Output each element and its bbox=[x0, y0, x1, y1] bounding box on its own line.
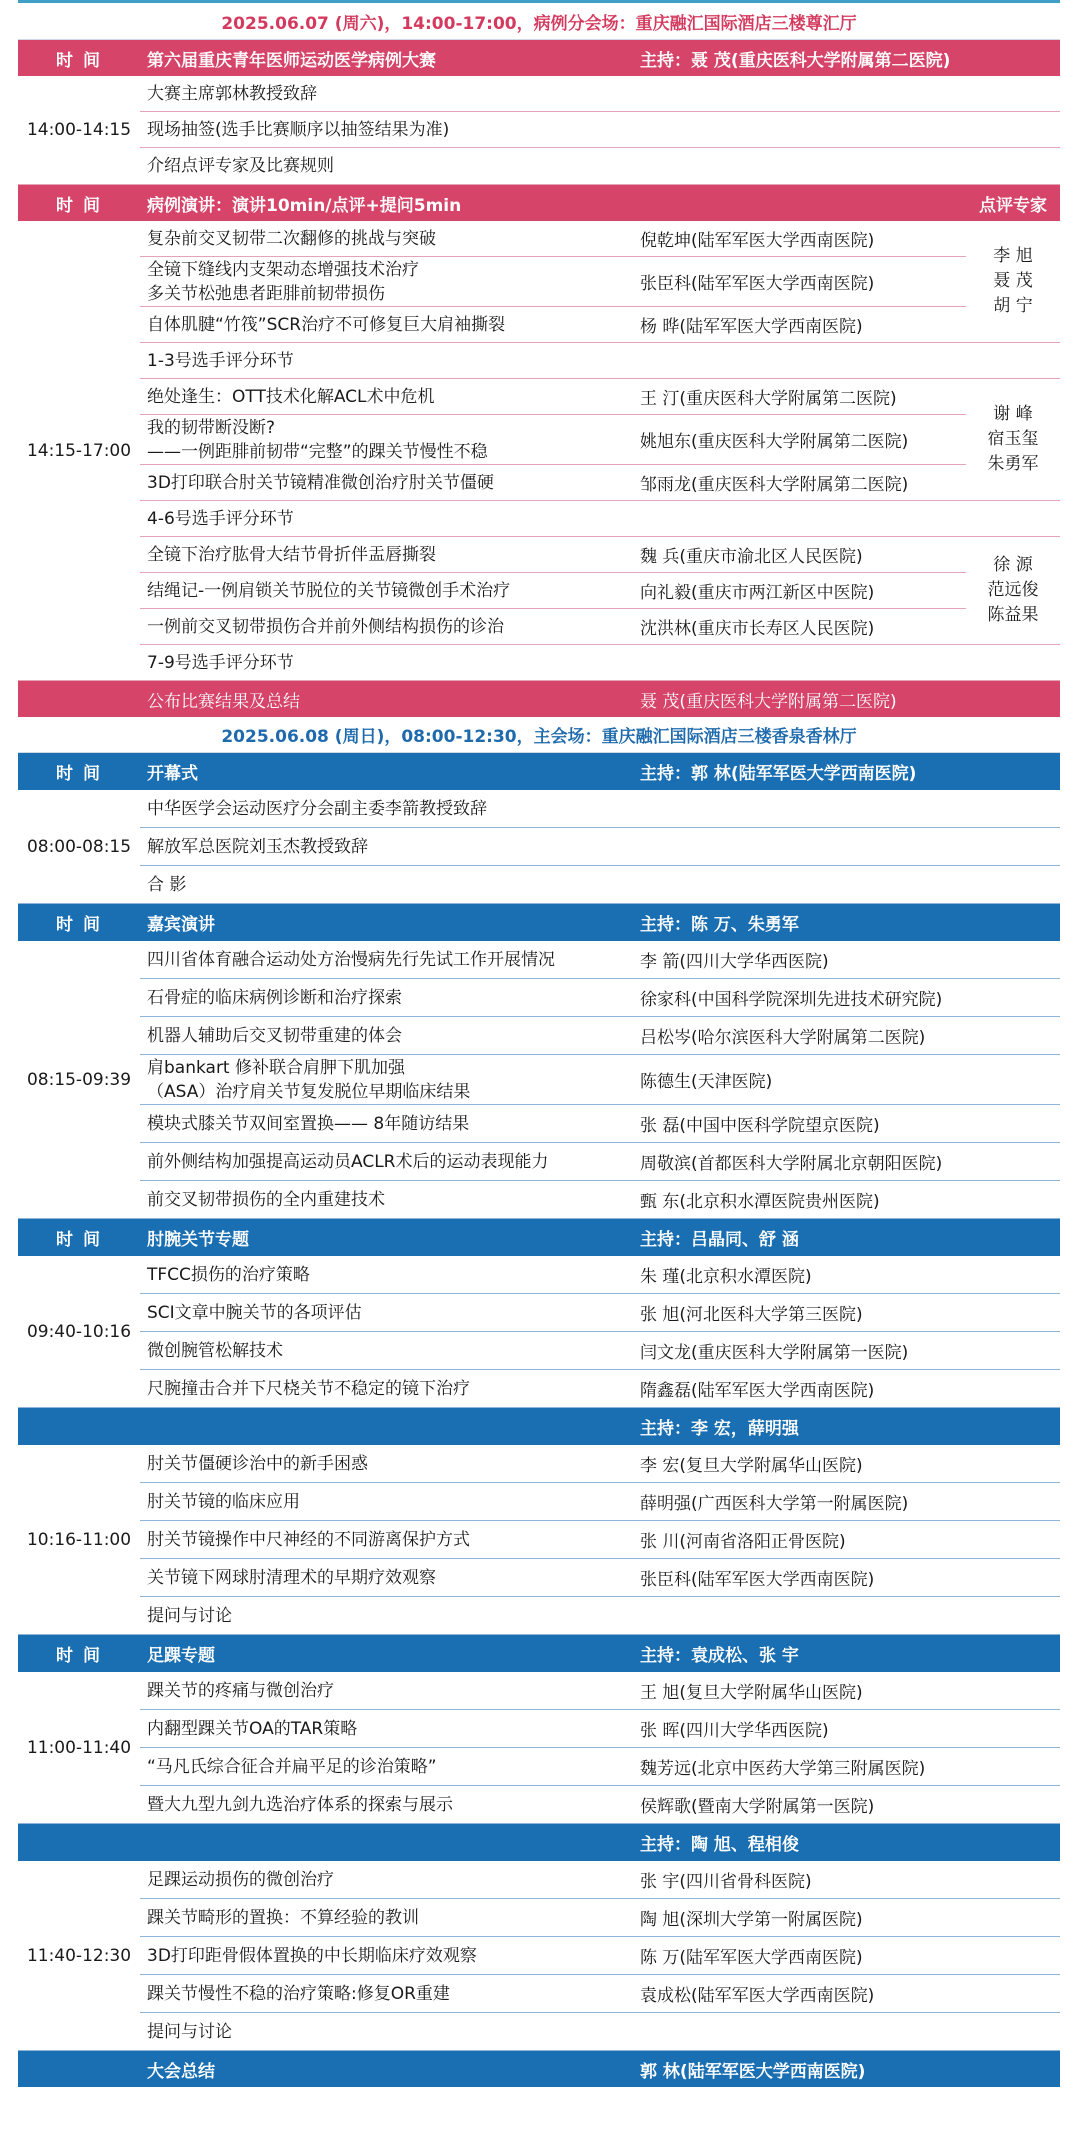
talk-title-line: 提问与讨论 bbox=[147, 1605, 232, 1626]
speaker: 闫文龙(重庆医科大学附属第一医院) bbox=[640, 1343, 909, 1363]
talk-title bbox=[140, 1294, 633, 1331]
list-item bbox=[140, 465, 1060, 501]
talk-title bbox=[140, 1786, 633, 1823]
closing-title: 大会总结 bbox=[147, 2061, 215, 2082]
judge-name: 徐 源 bbox=[993, 555, 1033, 575]
list-item bbox=[140, 221, 1060, 257]
talk-title bbox=[140, 573, 633, 608]
talk-title-line: “马凡氏综合征合并扁平足的诊治策略” bbox=[147, 1756, 437, 1777]
talk-title bbox=[140, 1017, 633, 1054]
list-item bbox=[140, 343, 1060, 379]
list-item bbox=[140, 1521, 1060, 1559]
speaker bbox=[633, 343, 966, 378]
list-item bbox=[140, 1370, 1060, 1408]
header-session-title: 开幕式 bbox=[147, 764, 198, 784]
header-session-title bbox=[140, 1824, 633, 1861]
header-session-title: 病例演讲：演讲10min/点评+提问5min bbox=[147, 195, 462, 216]
judges-group bbox=[966, 221, 1060, 342]
list-item bbox=[140, 866, 1060, 904]
speaker: 邹雨龙(重庆医科大学附属第二医院) bbox=[640, 475, 909, 495]
list-item: 介绍点评专家及比赛规则 bbox=[140, 148, 1060, 185]
judge-name: 李 旭 bbox=[993, 246, 1033, 266]
speaker: 薛明强(广西医科大学第一附属医院) bbox=[640, 1494, 909, 1514]
header-host: 主持：袁成松、张 宇 bbox=[640, 1646, 799, 1666]
talk-title bbox=[140, 866, 633, 903]
speaker: 杨 晔(陆军军医大学西南医院) bbox=[640, 317, 863, 337]
speaker bbox=[633, 501, 966, 536]
talk-title-line: 关节镜下网球肘清理术的早期疗效观察 bbox=[147, 1567, 436, 1588]
list-item bbox=[140, 1483, 1060, 1521]
talk-title bbox=[140, 1861, 633, 1898]
talk-title-line: 结绳记-一例肩锁关节脱位的关节镜微创手术治疗 bbox=[147, 580, 511, 601]
header-time-label: 时 间 bbox=[56, 1646, 102, 1666]
talk-title bbox=[140, 537, 633, 572]
talk-title-line: 中华医学会运动医疗分会副主委李箭教授致辞 bbox=[147, 798, 487, 819]
speaker: 吕松岑(哈尔滨医科大学附属第二医院) bbox=[640, 1028, 926, 1048]
list-item bbox=[140, 1256, 1060, 1294]
talk-title-line: 4-6号选手评分环节 bbox=[147, 508, 294, 529]
list-item bbox=[140, 573, 1060, 609]
talk-title-line: 提问与讨论 bbox=[147, 2021, 232, 2042]
talk-title bbox=[140, 790, 633, 827]
talk-title-line: 前外侧结构加强提高运动员ACLR术后的运动表现能力 bbox=[147, 1151, 549, 1172]
talk-title bbox=[140, 1975, 633, 2012]
talk-title bbox=[140, 1521, 633, 1558]
speaker: 张 川(河南省洛阳正骨医院) bbox=[640, 1532, 846, 1552]
judge-name: 朱勇军 bbox=[987, 454, 1039, 474]
speaker bbox=[633, 828, 1060, 865]
list-item: 现场抽签(选手比赛顺序以抽签结果为准) bbox=[140, 112, 1060, 148]
list-item bbox=[140, 501, 1060, 537]
talk-title-line: 踝关节慢性不稳的治疗策略:修复OR重建 bbox=[147, 1983, 450, 2004]
talk-title-line: 3D打印距骨假体置换的中长期临床疗效观察 bbox=[147, 1945, 477, 1966]
header-host: 主持：吕晶同、舒 涵 bbox=[640, 1230, 799, 1250]
list-item bbox=[140, 1710, 1060, 1748]
talk-title-line: 模块式膝关节双间室置换—— 8年随访结果 bbox=[147, 1113, 470, 1134]
speaker: 周敬滨(首都医科大学附属北京朝阳医院) bbox=[640, 1154, 943, 1174]
time-slot: 10:16-11:00 bbox=[18, 1445, 140, 1635]
talk-title bbox=[140, 1748, 633, 1785]
list-item bbox=[140, 1181, 1060, 1219]
session-section bbox=[18, 1445, 1060, 1635]
day2-date-row bbox=[18, 717, 1060, 753]
judges-group bbox=[966, 379, 1060, 500]
talk-title-line: 自体肌腱“竹筏”SCR治疗不可修复巨大肩袖撕裂 bbox=[147, 314, 506, 335]
talk-title-line: 7-9号选手评分环节 bbox=[147, 652, 294, 673]
list-item bbox=[140, 1975, 1060, 2013]
talk-title-line: SCI文章中腕关节的各项评估 bbox=[147, 1302, 362, 1323]
talk-title bbox=[140, 1105, 633, 1142]
talk-title bbox=[140, 379, 633, 414]
speaker: 张 宇(四川省骨科医院) bbox=[640, 1872, 812, 1892]
speaker: 沈洪林(重庆市长寿区人民医院) bbox=[640, 619, 875, 639]
header-time-label: 时 间 bbox=[56, 764, 102, 784]
time-slot: 08:15-09:39 bbox=[18, 941, 140, 1219]
day1-date-line: 2025.06.07 (周六)，14:00-17:00，病例分会场：重庆融汇国际酒店三楼尊汇厅 bbox=[18, 3, 1060, 40]
talk-title-line: （ASA）治疗肩关节复发脱位早期临床结果 bbox=[147, 1081, 471, 1102]
speaker: 姚旭东(重庆医科大学附属第二医院) bbox=[640, 432, 909, 452]
speaker: 魏 兵(重庆市渝北区人民医院) bbox=[640, 547, 863, 567]
talk-title-line: 1-3号选手评分环节 bbox=[147, 350, 294, 371]
talk-title bbox=[140, 221, 633, 256]
speaker: 向礼毅(重庆市两江新区中医院) bbox=[640, 583, 875, 603]
list-item bbox=[140, 1294, 1060, 1332]
talk-title bbox=[140, 1370, 633, 1407]
list-item bbox=[140, 1143, 1060, 1181]
talk-title-line: 合 影 bbox=[147, 874, 187, 895]
list-item bbox=[140, 1748, 1060, 1786]
header-judges-label: 点评专家 bbox=[979, 195, 1047, 216]
day1-opening-section bbox=[18, 76, 1060, 185]
talk-title bbox=[140, 257, 633, 306]
list-item bbox=[140, 2013, 1060, 2051]
session-header bbox=[18, 753, 1060, 790]
talk-title-line: 足踝运动损伤的微创治疗 bbox=[147, 1869, 334, 1890]
speaker: 甄 东(北京积水潭医院贵州医院) bbox=[640, 1192, 880, 1212]
talk-title bbox=[140, 1710, 633, 1747]
header-host: 主持：陈 万、朱勇军 bbox=[640, 915, 799, 935]
talk-title bbox=[140, 1181, 633, 1218]
talk-title-line: TFCC损伤的治疗策略 bbox=[147, 1264, 310, 1285]
session-header bbox=[18, 1635, 1060, 1672]
session-section bbox=[18, 1672, 1060, 1824]
talk-title bbox=[140, 307, 633, 342]
closing-title: 公布比赛结果及总结 bbox=[147, 691, 300, 712]
closing-speaker: 郭 林(陆军军医大学西南医院) bbox=[640, 2061, 866, 2082]
list-item bbox=[140, 1055, 1060, 1105]
speaker bbox=[633, 2013, 1060, 2050]
list-item bbox=[140, 415, 1060, 465]
header-session-title: 嘉宾演讲 bbox=[147, 915, 215, 935]
speaker: 朱 瑾(北京积水潭医院) bbox=[640, 1267, 812, 1287]
speaker: 张 旭(河北医科大学第三医院) bbox=[640, 1305, 863, 1325]
session-section bbox=[18, 1256, 1060, 1408]
day1-closing-row bbox=[18, 681, 1060, 717]
talk-title-line: ——一例距腓前韧带“完整”的踝关节慢性不稳 bbox=[147, 441, 488, 462]
header-host: 主持：陶 旭、程相俊 bbox=[640, 1835, 799, 1855]
speaker: 魏芳远(北京中医药大学第三附属医院) bbox=[640, 1759, 926, 1779]
header-host: 主持：李 宏，薛明强 bbox=[640, 1419, 799, 1439]
talk-title-line: 尺腕撞击合并下尺桡关节不稳定的镜下治疗 bbox=[147, 1378, 470, 1399]
talk-title bbox=[140, 1559, 633, 1596]
speaker: 张 晖(四川大学华西医院) bbox=[640, 1721, 829, 1741]
talk-title-line: 肘关节镜操作中尺神经的不同游离保护方式 bbox=[147, 1529, 470, 1550]
session-section bbox=[18, 1861, 1060, 2051]
header-time-label: 时 间 bbox=[56, 50, 102, 71]
day1-date-row bbox=[18, 3, 1060, 40]
talk-title bbox=[140, 501, 633, 536]
talk-title-line: 肘关节镜的临床应用 bbox=[147, 1491, 300, 1512]
judge-name: 宿玉玺 bbox=[987, 429, 1039, 449]
speaker: 李 箭(四川大学华西医院) bbox=[640, 952, 829, 972]
talk-title bbox=[140, 645, 633, 680]
time-slot: 11:00-11:40 bbox=[18, 1672, 140, 1824]
speaker: 王 汀(重庆医科大学附属第二医院) bbox=[640, 389, 897, 409]
closing-speaker: 聂 茂(重庆医科大学附属第二医院) bbox=[640, 691, 897, 712]
session-header bbox=[18, 1408, 1060, 1445]
talk-title bbox=[140, 941, 633, 978]
talk-title-line: 全镜下治疗肱骨大结节骨折伴盂唇撕裂 bbox=[147, 544, 436, 565]
talk-title bbox=[140, 415, 633, 464]
list-item bbox=[140, 1105, 1060, 1143]
judge-name: 胡 宁 bbox=[993, 296, 1033, 316]
speaker: 隋鑫磊(陆军军医大学西南医院) bbox=[640, 1381, 875, 1401]
schedule-table bbox=[18, 3, 1060, 2087]
time-slot: 08:00-08:15 bbox=[18, 790, 140, 904]
talk-title-line: 肩bankart 修补联合肩胛下肌加强 bbox=[147, 1057, 406, 1078]
speaker: 徐家科(中国科学院深圳先进技术研究院) bbox=[640, 990, 943, 1010]
talk-title-line: 内翻型踝关节OA的TAR策略 bbox=[147, 1718, 358, 1739]
session-header bbox=[18, 1219, 1060, 1256]
list-item: 大赛主席郭林教授致辞 bbox=[140, 76, 1060, 112]
session-header bbox=[18, 1824, 1060, 1861]
list-item bbox=[140, 257, 1060, 307]
talk-title-line: 暨大九型九剑九选治疗体系的探索与展示 bbox=[147, 1794, 453, 1815]
list-item bbox=[140, 537, 1060, 573]
speaker: 张 磊(中国中医科学院望京医院) bbox=[640, 1116, 880, 1136]
header-host: 主持：郭 林(陆军军医大学西南医院) bbox=[640, 764, 917, 784]
talk-title-line: 石骨症的临床病例诊断和治疗探索 bbox=[147, 987, 402, 1008]
time-slot: 09:40-10:16 bbox=[18, 1256, 140, 1408]
speaker bbox=[633, 790, 1060, 827]
session-header bbox=[18, 904, 1060, 941]
talk-title bbox=[140, 1937, 633, 1974]
list-item bbox=[140, 1937, 1060, 1975]
header-session-title: 足踝专题 bbox=[147, 1646, 215, 1666]
speaker: 倪乾坤(陆军军医大学西南医院) bbox=[640, 231, 875, 251]
header-time-label: 时 间 bbox=[56, 195, 102, 216]
speaker: 张臣科(陆军军医大学西南医院) bbox=[640, 274, 875, 294]
talk-title bbox=[140, 1445, 633, 1482]
speaker: 王 旭(复旦大学附属华山医院) bbox=[640, 1683, 863, 1703]
list-item bbox=[140, 790, 1060, 828]
talk-title-line: 3D打印联合肘关节镜精准微创治疗肘关节僵硬 bbox=[147, 472, 494, 493]
talk-title bbox=[140, 465, 633, 500]
talk-title bbox=[140, 343, 633, 378]
header-session-title bbox=[140, 1408, 633, 1445]
header-session-title: 第六届重庆青年医师运动医学病例大赛 bbox=[147, 50, 436, 71]
talk-title bbox=[140, 1055, 633, 1104]
talk-title bbox=[140, 1332, 633, 1369]
header-time-label bbox=[18, 1824, 140, 1861]
talk-title bbox=[140, 2013, 633, 2050]
list-item bbox=[140, 1017, 1060, 1055]
list-item bbox=[140, 1445, 1060, 1483]
talk-title bbox=[140, 1483, 633, 1520]
talk-title bbox=[140, 1143, 633, 1180]
talk-title bbox=[140, 1597, 633, 1634]
list-item bbox=[140, 979, 1060, 1017]
talk-title-line: 微创腕管松解技术 bbox=[147, 1340, 283, 1361]
talk-title-line: 前交叉韧带损伤的全内重建技术 bbox=[147, 1189, 385, 1210]
list-item bbox=[140, 609, 1060, 645]
judge-name: 谢 峰 bbox=[993, 404, 1033, 424]
speaker bbox=[633, 866, 1060, 903]
list-item bbox=[140, 828, 1060, 866]
session-section bbox=[18, 941, 1060, 1219]
list-item bbox=[140, 1597, 1060, 1635]
speaker: 侯辉歌(暨南大学附属第一医院) bbox=[640, 1797, 875, 1817]
time-slot: 14:00-14:15 bbox=[18, 76, 140, 185]
talk-title-line: 机器人辅助后交叉韧带重建的体会 bbox=[147, 1025, 402, 1046]
list-item bbox=[140, 1861, 1060, 1899]
talk-title-line: 肘关节僵硬诊治中的新手困惑 bbox=[147, 1453, 368, 1474]
list-item bbox=[140, 645, 1060, 681]
list-item bbox=[140, 307, 1060, 343]
header-session-title: 肘腕关节专题 bbox=[147, 1230, 249, 1250]
talk-title-line: 四川省体育融合运动处方治慢病先行先试工作开展情况 bbox=[147, 949, 555, 970]
talk-title bbox=[140, 1672, 633, 1709]
header-host: 主持：聂 茂(重庆医科大学附属第二医院) bbox=[640, 50, 951, 71]
header-time-label: 时 间 bbox=[56, 1230, 102, 1250]
talk-title-line: 全镜下缝线内支架动态增强技术治疗 bbox=[147, 259, 419, 280]
talk-title bbox=[140, 828, 633, 865]
session-section bbox=[18, 790, 1060, 904]
header-time-label: 时 间 bbox=[56, 915, 102, 935]
list-item bbox=[140, 1786, 1060, 1824]
list-item bbox=[140, 941, 1060, 979]
list-item bbox=[140, 1559, 1060, 1597]
speaker: 袁成松(陆军军医大学西南医院) bbox=[640, 1986, 875, 2006]
list-item bbox=[140, 1899, 1060, 1937]
speaker: 陈德生(天津医院) bbox=[640, 1072, 773, 1092]
list-item bbox=[140, 1332, 1060, 1370]
speaker bbox=[633, 1597, 1060, 1634]
list-item bbox=[140, 379, 1060, 415]
judge-name: 范远俊 bbox=[987, 580, 1039, 600]
time-slot: 14:15-17:00 bbox=[18, 221, 140, 681]
judge-name: 陈益果 bbox=[987, 605, 1039, 625]
talk-title bbox=[140, 979, 633, 1016]
talk-title-line: 踝关节的疼痛与微创治疗 bbox=[147, 1680, 334, 1701]
talk-title bbox=[140, 1256, 633, 1293]
list-item bbox=[140, 1672, 1060, 1710]
talk-title-line: 绝处逢生：OTT技术化解ACL术中危机 bbox=[147, 386, 435, 407]
speaker: 陶 旭(深圳大学第一附属医院) bbox=[640, 1910, 863, 1930]
talk-title-line: 解放军总医院刘玉杰教授致辞 bbox=[147, 836, 368, 857]
speaker bbox=[633, 645, 966, 680]
day1-header-cases bbox=[18, 185, 1060, 221]
header-time-label bbox=[18, 1408, 140, 1445]
talk-title-line: 踝关节畸形的置换：不算经验的教训 bbox=[147, 1907, 419, 1928]
talk-title bbox=[140, 609, 633, 644]
day1-header-opening bbox=[18, 40, 1060, 76]
speaker: 张臣科(陆军军医大学西南医院) bbox=[640, 1570, 875, 1590]
speaker: 李 宏(复旦大学附属华山医院) bbox=[640, 1456, 863, 1476]
day2-closing-row bbox=[18, 2051, 1060, 2087]
time-slot: 11:40-12:30 bbox=[18, 1861, 140, 2051]
judge-name: 聂 茂 bbox=[993, 271, 1033, 291]
talk-title-line: 多关节松弛患者距腓前韧带损伤 bbox=[147, 283, 385, 304]
talk-title-line: 一例前交叉韧带损伤合并前外侧结构损伤的诊治 bbox=[147, 616, 504, 637]
day2-date-line: 2025.06.08 (周日)，08:00-12:30，主会场：重庆融汇国际酒店三楼香泉香林厅 bbox=[18, 717, 1060, 753]
day1-cases-section bbox=[18, 221, 1060, 681]
talk-title-line: 我的韧带断没断? bbox=[147, 417, 276, 438]
talk-title bbox=[140, 1899, 633, 1936]
judges-group bbox=[966, 537, 1060, 644]
talk-title-line: 复杂前交叉韧带二次翻修的挑战与突破 bbox=[147, 228, 436, 249]
speaker: 陈 万(陆军军医大学西南医院) bbox=[640, 1948, 863, 1968]
